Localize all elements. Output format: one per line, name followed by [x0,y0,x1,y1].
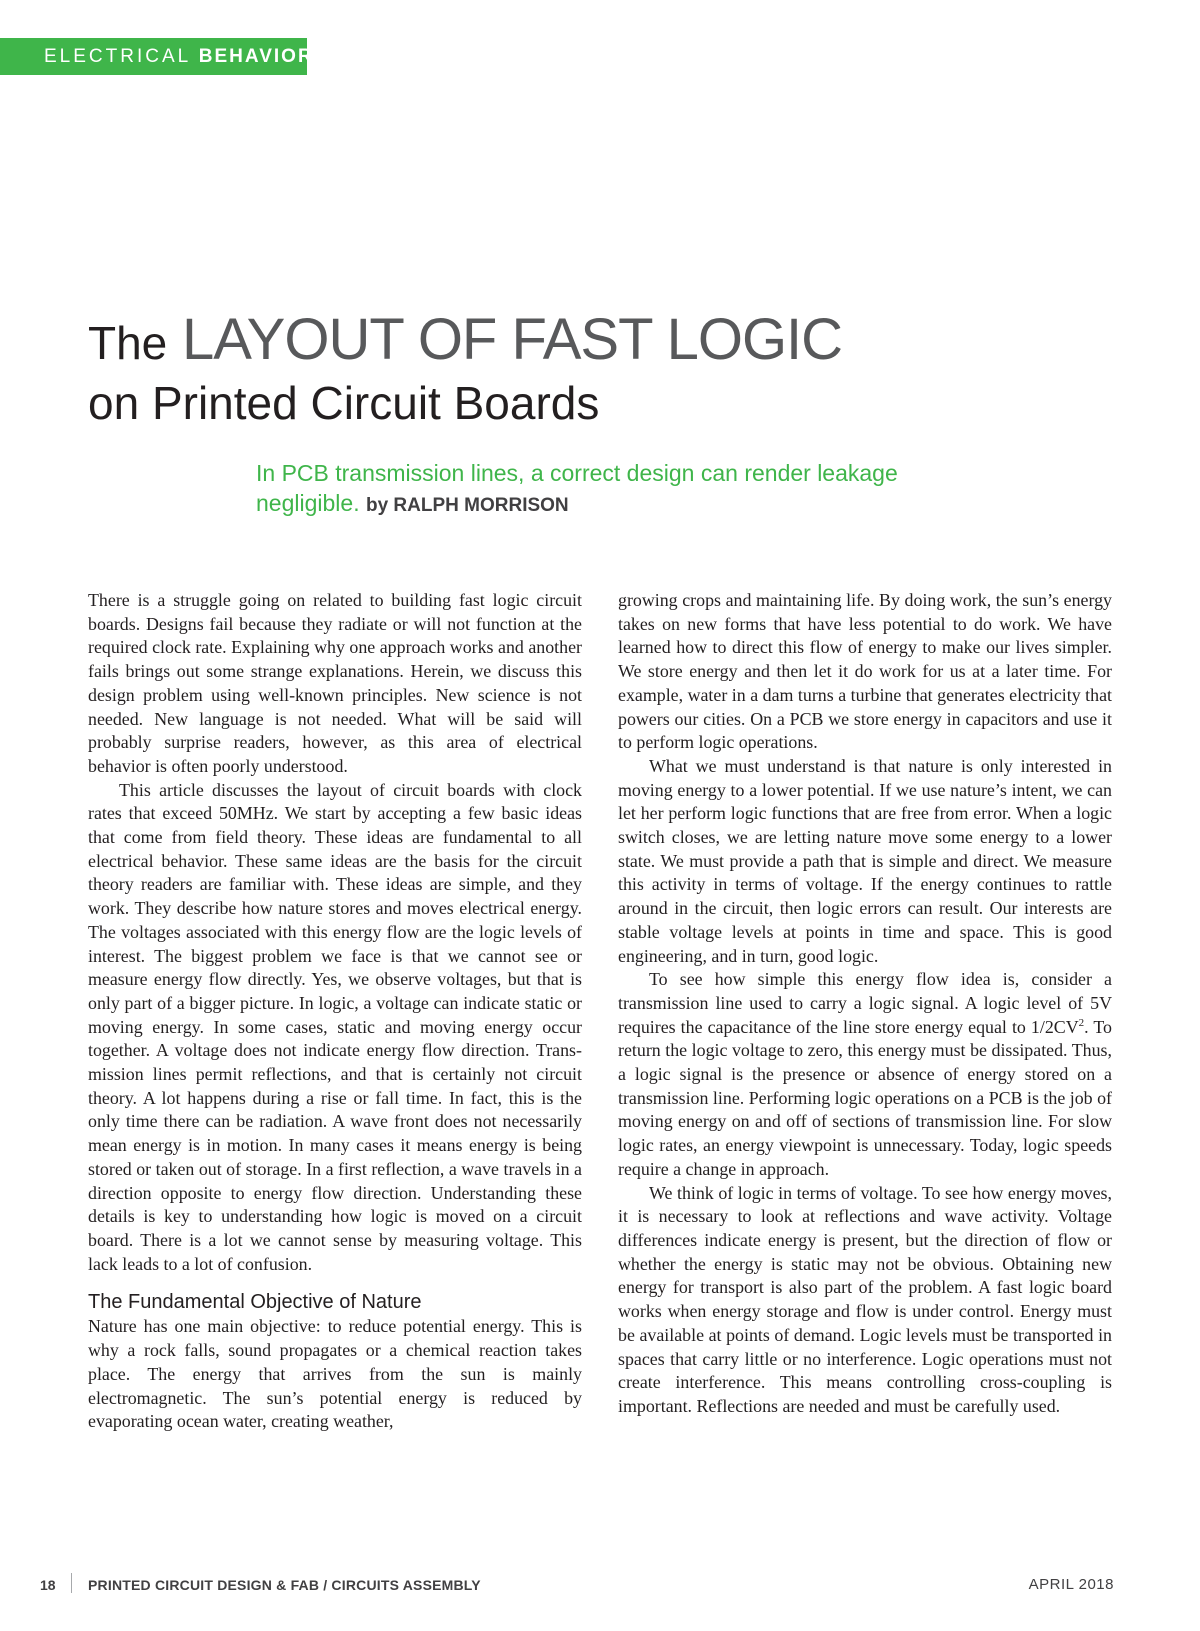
body-column-right [618,589,1112,1419]
publication-name: PRINTED CIRCUIT DESIGN & FAB / CIRCUITS ASSEMBLY [88,1577,481,1593]
article-title [88,308,1088,431]
footer-divider [71,1573,72,1593]
section-heading: The Fundamental Objective of Nature [88,1291,422,1314]
paragraph: growing crops and maintaining life. By doing work, the sun’s energy takes on new forms that have less potential to do work. We have learned how to direct this flow of energy to make our lives simpler. We store energy and then let it do work for us at a later time. For example, water in a dam turns a turbine that generates electricity that powers our cities. On a PCB we store energy in capacitors and use it to perform logic operations. [618,590,1112,753]
byline: by RALPH MORRISON [365,495,569,516]
issue-date: APRIL 2018 [1028,1576,1114,1593]
title-line-1 [88,308,1088,375]
title-prefix: The [88,317,168,369]
page-number: 18 [40,1577,56,1593]
section-topic: BEHAVIOR [198,46,314,67]
section-tab [0,38,314,75]
paragraph: What we must understand is that nature is only interested in moving energy to a lower potential. If we use nature’s intent, we can let her perform logic functions that are free from error. When a logic switch closes, we are letting nature move some energy to a lower state. We must provide a path that is simple and direct. We measure this activity in terms of voltage. If the energy continues to rattle around in the circuit, then logic errors can result. Our interests are stable voltage levels at points in time and space. This is good engineering, and in turn, good logic. [618,755,1112,966]
superscript: 2 [1078,1016,1085,1029]
body-column-left [88,589,582,1434]
paragraph-text: To see how simple this energy flow idea is, consider a transmission line used to carry a logic signal. A logic level of 5V requires the capacitance of the line store energy equal to 1/2CV [618,969,1112,1037]
paragraph [618,968,1112,1181]
section-category: ELECTRICAL [44,46,191,67]
paragraph-text: . To return the logic voltage to zero, this energy must be dissipated. Thus, a logic signal is the presence or absence of energy stored on a transmission line. Performing logic operations on a PCB is the job of moving energy on and off of sections of transmission line. For slow logic rates, an energy viewpoint is unnecessary. Today, logic speeds require a change in approach. [618,1016,1112,1179]
title-line-2: on Printed Circuit Boards [88,377,600,429]
title-main: LAYOUT OF FAST LOGIC [182,307,843,372]
paragraph: We think of logic in terms of voltage. To see how energy moves, it is necessary to look at reflections and wave activity. Voltage differences indicate energy is present, but the direction of flow or whether the energy is static may not be obvious. Obtaining new energy for transport is also part of the problem. A fast logic board works when energy storage and flow is under control. Energy must be available at points of demand. Logic levels must be transported in spaces that carry little or no interference. Logic operations must not create interference. This means controlling cross-coupling is important. Reflections are needed and must be carefully used. [618,1182,1112,1416]
article-deck [256,458,976,521]
page-footer [0,1573,1200,1597]
paragraph: Nature has one main objective: to reduce potential energy. This is why a rock falls, sound propagates or a chemical reaction takes place. The energy that arrives from the sun is mainly electromagnetic. The sun’s potential energy is reduced by evaporating ocean water, creating weather, [88,1316,582,1432]
deck-text: In PCB transmission lines, a correct design can render leakage negligible. [256,460,898,516]
paragraph: This article discusses the layout of circuit boards with clock rates that exceed 50MHz. We start by accepting a few basic ideas that come from field theory. These ideas are fundamental to all electrical behavior. These same ideas are the basis for the circuit theory readers are familiar with. These ideas are simple, and they work. They describe how nature stores and moves electrical energy. The voltages associated with this energy flow are the logic levels of interest. The biggest problem we face is that we cannot see or measure energy flow directly. Yes, we observe voltages, but that is only part of a bigger picture. In logic, a voltage can indicate static or moving energy. In some cases, static and moving energy occur together. A voltage does not indicate energy flow direction. Transmission lines permit reflections, and that is certainly not circuit theory. A lot happens during a rise or fall time. In fact, this is the only time there can be radiation. A wave front does not necessarily mean energy is in motion. In many cases it means energy is being stored or taken out of storage. In a first reflection, a wave travels in a direction opposite to energy flow direction. Understanding these details is key to understanding how logic is moved on a circuit board. There is a lot we cannot sense by measuring voltage. This lack leads to a lot of confusion. [88,779,582,1274]
paragraph: There is a struggle going on related to building fast logic circuit boards. Designs fail because they radiate or will not function at the required clock rate. Explaining why one approach works and another fails brings out some strange explanations. Herein, we discuss this design problem using well-known principles. New science is not needed. New language is not needed. What will be said will probably surprise readers, however, as this area of electrical behavior is often poorly understood. [88,590,582,776]
